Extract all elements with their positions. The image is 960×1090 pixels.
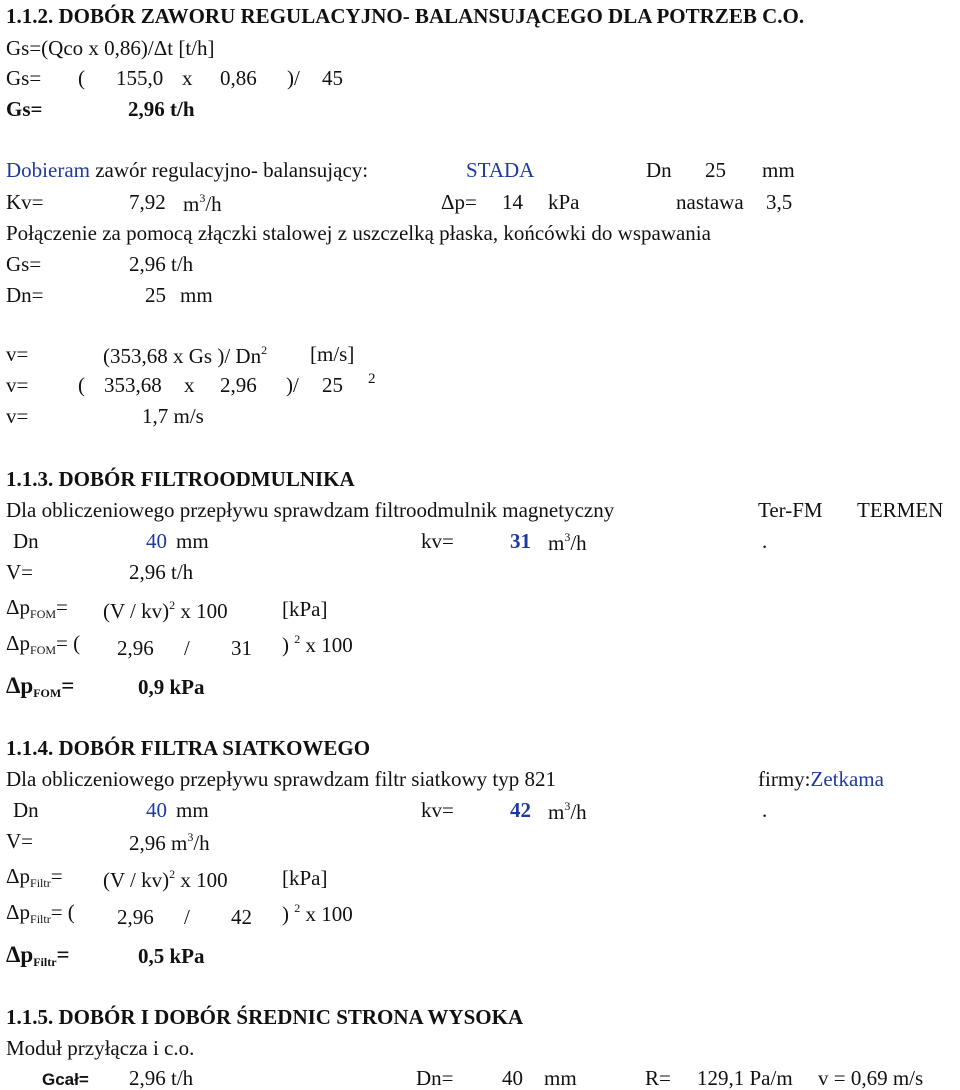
filter-dn-unit: mm <box>176 798 209 822</box>
gs-value: 2,96 t/h <box>129 252 194 276</box>
gs-calc-times: x <box>182 66 193 90</box>
valve-dp-unit: kPa <box>548 190 580 214</box>
section-heading-115: 1.1.5. DOBÓR I DOBÓR ŚREDNIC STRONA WYSOKA <box>6 1005 524 1029</box>
fom-result-value: 0,9 kPa <box>138 675 205 699</box>
setting-label: nastawa <box>676 190 744 214</box>
filter-firm: firmy:Zetkama <box>758 767 884 791</box>
filter-formula-dp: $\Delta p_{Filtr}=$ <box>6 864 63 890</box>
filter-formula-unit: [kPa] <box>282 866 328 890</box>
velocity-calc-close: )/ <box>286 373 299 397</box>
connection-note: Połączenie za pomocą złączki stalowej z uszczelką płaska, końcówki do wspawania <box>6 221 711 245</box>
filter-formula-text: (V / kv)$^2$ x 100 <box>103 867 228 892</box>
filter-kv-label: kv= <box>421 798 454 822</box>
gs-formula: Gs=(Qco x 0,86)/Δt [t/h] <box>6 36 215 60</box>
fom-calc-flow: 2,96 <box>117 636 154 660</box>
fom-calc-tail: ) $^2$ x 100 <box>282 632 353 657</box>
dn-label: Dn= <box>6 283 44 307</box>
valve-dn-value: 25 <box>705 158 726 182</box>
velocity-calc-dn: 25 <box>322 373 343 397</box>
gs-result-label: Gs= <box>6 97 43 121</box>
filter-calc-div: / <box>184 905 190 929</box>
gs-result-value: 2,96 t/h <box>128 97 195 121</box>
module-r-label: R= <box>645 1066 671 1090</box>
gs-calc-dt: 45 <box>322 66 343 90</box>
velocity-calc-label: v= <box>6 373 29 397</box>
valve-dp-label: Δp= <box>441 190 477 214</box>
fom-dot: . <box>762 529 768 553</box>
fom-maker: TERMEN <box>857 498 944 522</box>
gs-calc-close: )/ <box>287 66 300 90</box>
filter-flow-label: V= <box>6 829 34 853</box>
valve-description: zawór regulacyjno- balansujący: <box>95 158 369 182</box>
section-heading-112: 1.1.2. DOBÓR ZAWORU REGULACYJNO- BALANSUJĄCEGO DLA POTRZEB C.O. <box>6 4 805 28</box>
filter-calc-dp: $\Delta p_{Filtr}=$ ( <box>6 900 75 926</box>
gs-calc-heat: 155,0 <box>116 66 164 90</box>
filter-dn-label: Dn <box>13 798 39 822</box>
gs-label: Gs= <box>6 252 42 276</box>
fom-dn-label: Dn <box>13 529 39 553</box>
fom-result-dp: $\Delta p_{FOM}=$ <box>6 673 75 700</box>
velocity-formula-unit: [m/s] <box>310 342 355 366</box>
filter-kv-value: 42 <box>510 798 531 822</box>
valve-brand: STADA <box>466 158 535 182</box>
module-title: Moduł przyłącza i c.o. <box>6 1036 195 1060</box>
module-velocity: v = 0,69 m/s <box>818 1066 924 1090</box>
velocity-calc-paren: ( <box>78 373 85 397</box>
fom-dn-unit: mm <box>176 529 209 553</box>
filter-flow-value: 2,96 $m^3/h$ <box>129 830 210 855</box>
filter-dot: . <box>762 798 768 822</box>
fom-calc-div: / <box>184 636 190 660</box>
kv-unit: $m^3/h$ <box>183 191 222 216</box>
filter-calc-tail: ) $^2$ x 100 <box>282 901 353 926</box>
velocity-calc-coef: 353,68 <box>104 373 162 397</box>
fom-dn-value: 40 <box>146 529 167 553</box>
fom-formula-unit: [kPa] <box>282 597 328 621</box>
section-heading-114: 1.1.4. DOBÓR FILTRA SIATKOWEGO <box>6 736 371 760</box>
section-heading-113: 1.1.3. DOBÓR FILTROODMULNIKA <box>6 467 355 491</box>
fom-flow-value: 2,96 t/h <box>129 560 194 584</box>
filter-calc-flow: 2,96 <box>117 905 154 929</box>
gs-calc-paren: ( <box>78 66 85 90</box>
velocity-calc-times: x <box>184 373 195 397</box>
filter-result-dp: $\Delta p_{Filtr}=$ <box>6 942 70 969</box>
velocity-result-label: v= <box>6 404 29 428</box>
module-r-value: 129,1 Pa/m <box>697 1066 793 1090</box>
dn-unit: mm <box>180 283 213 307</box>
velocity-result-value: 1,7 m/s <box>142 404 204 428</box>
valve-dn-unit: mm <box>762 158 795 182</box>
filter-result-value: 0,5 kPa <box>138 944 205 968</box>
filter-kv-unit: $m^3/h$ <box>548 799 587 824</box>
fom-flow-label: V= <box>6 560 34 584</box>
fom-calc-dp: $\Delta p_{FOM}=$ ( <box>6 631 81 657</box>
fom-description: Dla obliczeniowego przepływu sprawdzam filtroodmulnik magnetyczny <box>6 498 615 522</box>
setting-value: 3,5 <box>766 190 793 214</box>
velocity-calc-gs: 2,96 <box>220 373 257 397</box>
filter-calc-kv: 42 <box>231 905 252 929</box>
module-dn-label: Dn= <box>416 1066 454 1090</box>
fom-kv-unit: $m^3/h$ <box>548 530 587 555</box>
fom-calc-kv: 31 <box>231 636 252 660</box>
module-gcal-label: Gcał= <box>42 1070 89 1089</box>
velocity-formula-label: v= <box>6 342 29 366</box>
fom-formula-dp: $\Delta p_{FOM}=$ <box>6 595 68 621</box>
kv-value: 7,92 <box>129 190 166 214</box>
valve-text <box>6 160 368 181</box>
fom-kv-label: kv= <box>421 529 454 553</box>
filter-dn-value: 40 <box>146 798 167 822</box>
gs-calc-factor: 0,86 <box>220 66 257 90</box>
module-dn-unit: mm <box>544 1066 577 1090</box>
filter-description: Dla obliczeniowego przepływu sprawdzam filtr siatkowy typ 821 <box>6 767 556 791</box>
velocity-formula-text: (353,68 x Gs )/ Dn$^2$ <box>103 343 268 368</box>
valve-dn-label: Dn <box>646 158 672 182</box>
gs-calc-label: Gs= <box>6 66 42 90</box>
velocity-calc-exp: 2 <box>368 371 376 387</box>
module-dn-value: 40 <box>502 1066 523 1090</box>
valve-dp-value: 14 <box>502 190 523 214</box>
dn-value: 25 <box>145 283 166 307</box>
module-gcal-value: 2,96 t/h <box>129 1066 194 1090</box>
kv-label: Kv= <box>6 190 44 214</box>
valve-prefix: Dobieram <box>6 158 90 182</box>
fom-kv-value: 31 <box>510 529 531 553</box>
fom-model: Ter-FM <box>758 498 823 522</box>
fom-formula-text: (V / kv)$^2$ x 100 <box>103 598 228 623</box>
